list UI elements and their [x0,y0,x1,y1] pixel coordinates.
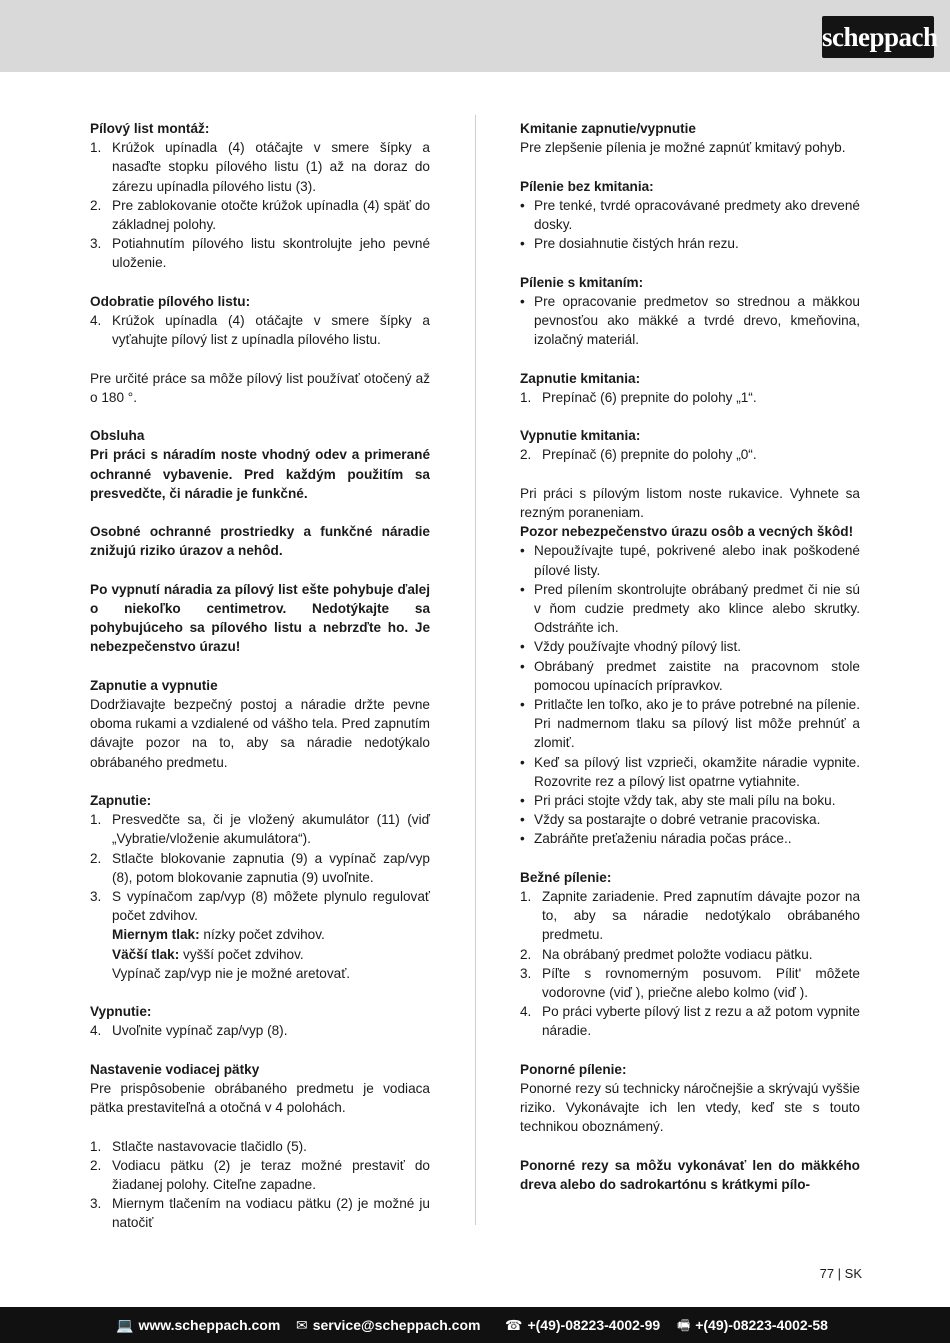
item-text: Vždy sa postarajte o dobré vetranie pracoviska. [534,812,821,828]
section-heading: Obsluha [90,428,145,444]
list-item [90,1156,430,1194]
list-item [520,445,860,464]
column-divider [475,115,476,1225]
item-text: Pre zablokovanie otočte krúžok upínadla (4) späť do základnej polohy. [112,197,430,233]
paragraph: Ponorné rezy sú technicky náročnejšie a skrývajú vyššie riziko. Vykonávajte ich len vtedy, keď ste s touto technikou oboznámený. [520,1081,860,1135]
item-text: Prepínač (6) prepnite do polohy „0“. [542,447,757,463]
item-text: Uvoľnite vypínač zap/vyp (8). [112,1023,288,1039]
list-item [520,695,860,753]
bullet-marker: • [520,197,525,213]
item-text: Vodiacu pätku (2) je teraz možné prestaviť do žiadanej polohy. Citeľne zapadne. [112,1157,430,1193]
item-number: 1. [90,140,102,156]
warning-text: Pri práci s náradím noste vhodný odev a primerané ochranné vybavenie. Pred každým použitím sa presvedčte, či náradie je funkčné. [90,447,430,501]
bullet-marker: • [520,658,525,674]
warning-text: Po vypnutí náradia za pílový list ešte pohybuje ďalej o niekoľko centimetrov. Nedotýkajte sa pohybujúceho sa pílového listu a nebrzďte ho. Je nebezpečenstvo úrazu! [90,581,430,655]
list-item [520,657,860,695]
section-heading: Bežné pílenie: [520,869,612,885]
list-item [90,887,430,983]
item-text: vyšší počet zdvihov. [179,946,304,962]
item-text: Prepínač (6) prepnite do polohy „1“. [542,389,757,405]
bullet-marker: • [520,639,525,655]
item-text: Pritlačte len toľko, ako je to práve potrebné na pílenie. Pri nadmernom tlaku sa pílový list môže prehnúť a zlomiť. [534,697,860,751]
item-number: 2. [520,946,532,962]
list-item [90,138,430,196]
item-text: S vypínačom zap/vyp (8) môžete plynulo regulovať počet zdvihov. [112,889,430,924]
item-text: Píľte s rovnomerným posuvom. Pílit' môžete vodorovne (viď ), priečne alebo kolmo (viď ). [542,965,860,1001]
item-text: Presvedčte sa, či je vložený akumulátor (11) (viď „Vybratie/vloženie akumulátora“). [112,812,430,847]
paragraph: Pri práci s pílovým listom noste rukavice. Vyhnete sa rezným poraneniam. [520,485,860,520]
bullet-marker: • [520,236,525,252]
item-text: Stlačte blokovanie zapnutia (9) a vypínač zap/vyp (8), potom blokovanie zapnutia (9) uvoľnite. [112,850,430,885]
envelope-icon: ✉ [296,1317,308,1333]
bullet-marker: • [520,793,525,809]
numbered-list [520,887,860,1041]
page-number: 77 | SK [819,1266,862,1281]
item-number: 2. [90,197,102,213]
item-text: Vždy používajte vhodný pílový list. [534,639,742,655]
section-heading: Pílenie s kmitaním: [520,274,644,290]
item-text: Pre tenké, tvrdé opracovávané predmety ako drevené dosky. [534,197,860,232]
paragraph: Pre určité práce sa môže pílový list používať otočený až o 180 °. [90,370,430,405]
phone-icon: ☎ [505,1317,523,1333]
item-number: 3. [90,889,102,905]
warning-text: Pozor nebezpečenstvo úrazu osôb a vecných škôd! [520,524,854,540]
list-item [520,810,860,829]
item-number: 2. [90,850,102,866]
list-item [520,292,860,350]
item-emphasis: Väčší tlak: [112,946,180,962]
item-text: nízky počet zdvihov. [199,927,325,943]
numbered-list [90,1137,430,1233]
section-heading: Zapnutie a vypnutie [90,677,218,693]
bullet-marker: • [520,543,525,559]
phone-number: +(49)-08223-4002-99 [527,1317,661,1333]
item-text: Zabráňte preťaženiu náradia počas práce.. [534,831,792,847]
bullet-marker: • [520,831,525,847]
list-item [520,829,860,848]
paragraph: Dodržiavajte bezpečný postoj a náradie držte pevne oboma rukami a vzdialené od vášho tela. Pred zapnutím dávajte pozor na to, aby sa náradie nedotýkalo obrábaného predmetu. [90,697,430,770]
item-text: Po práci vyberte pílový list z rezu a až potom vypnite náradie. [542,1004,860,1039]
item-text: Keď sa pílový list vzprieči, okamžite náradie vypnite. Rozovrite rez a pílový list opatrne vytiahnite. [534,754,860,789]
item-number: 2. [520,447,532,463]
list-item [90,1194,430,1232]
website-link[interactable]: www.scheppach.com [138,1317,281,1333]
list-item [520,964,860,1002]
list-item [90,849,430,887]
item-text: Obrábaný predmet zaistite na pracovnom stole pomocou upínacích prípravkov. [534,658,860,693]
right-column [520,119,860,1194]
list-item [90,311,430,349]
list-item [520,637,860,656]
item-text: Na obrábaný predmet položte vodiacu pätku. [542,946,813,962]
numbered-list [520,445,860,464]
item-text: Pre dosiahnutie čistých hrán rezu. [534,236,739,252]
bullet-list [520,196,860,254]
email-link[interactable]: service@scheppach.com [312,1317,481,1333]
item-text: Krúžok upínadla (4) otáčajte v smere šípky a vyťahujte pílový list z upínadla pílového listu. [112,313,430,348]
list-item [520,580,860,638]
section-heading: Pílenie bez kmitania: [520,178,654,194]
list-item [90,196,430,234]
item-text: Krúžok upínadla (4) otáčajte v smere šípky a nasaďte stopku pílového listu (1) až na doraz do zárezu upínadla pílového listu (3). [112,140,430,194]
item-number: 4. [90,1023,102,1039]
computer-icon: 💻 [116,1317,134,1333]
scheppach-logo: scheppach [822,16,934,58]
fax-number: +(49)-08223-4002-58 [695,1317,828,1333]
section-heading: Vypnutie kmitania: [520,428,641,444]
section-heading: Pílový list montáž: [90,121,210,136]
item-text: Potiahnutím pílového listu skontrolujte jeho pevné uloženie. [112,236,430,271]
item-text: Zapnite zariadenie. Pred zapnutím dávajte pozor na to, aby sa náradie nedotýkalo obrábaného predmetu. [542,889,860,943]
item-number: 1. [90,812,102,828]
list-item [520,791,860,810]
warning-text: Osobné ochranné prostriedky a funkčné náradie znižujú riziko úrazov a nehôd. [90,524,430,559]
footer-fax [677,1307,828,1343]
bullet-list [520,292,860,350]
item-number: 2. [90,1157,102,1173]
item-emphasis: Miernym tlak: [112,927,200,943]
section-heading: Vypnutie: [90,1004,152,1020]
section-heading: Nastavenie vodiacej pätky [90,1061,260,1077]
item-number: 3. [90,236,102,252]
bullet-marker: • [520,697,525,713]
list-item [520,887,860,945]
section-heading: Zapnutie: [90,793,152,808]
list-item [520,945,860,964]
left-column [90,119,430,1233]
item-text: Pre opracovanie predmetov so strednou a mäkkou pevnosťou ako mäkké a tvrdé drevo, kmeňovina, izolačný materiál. [534,293,860,348]
list-item [520,753,860,791]
numbered-list [90,1021,430,1040]
list-item [520,541,860,579]
item-number: 4. [520,1004,532,1020]
bullet-marker: • [520,581,525,597]
warning-text: Ponorné rezy sa môžu vykonávať len do mäkkého dreva alebo do sadrokartónu s krátkymi pílo- [520,1157,860,1193]
item-text: Nepoužívajte tupé, pokrivené alebo inak poškodené pílové listy. [534,543,860,578]
numbered-list [90,311,430,349]
item-text: Pred pílením skontrolujte obrábaný predmet či nie sú v ňom cudzie predmety ako klince alebo skrutky. Odstráňte ich. [534,581,860,636]
bullet-marker: • [520,293,525,309]
numbered-list [90,810,430,983]
item-text: Stlačte nastavovacie tlačidlo (5). [112,1138,307,1154]
section-heading: Ponorné pílenie: [520,1061,627,1077]
list-item [90,1137,430,1156]
list-item [520,234,860,253]
list-item [520,196,860,234]
item-number: 3. [90,1196,102,1212]
item-number: 1. [520,389,532,405]
list-item [90,1021,430,1040]
item-text: Vypínač zap/vyp nie je možné aretovať. [112,965,351,981]
header-band [0,0,950,72]
item-text: Miernym tlačením na vodiacu pätku (2) je možné ju natočiť [112,1196,430,1231]
footer-phone [505,1307,660,1343]
footer-web[interactable] [116,1307,280,1343]
footer-bar [0,1307,950,1343]
section-heading: Odobratie pílového listu: [90,293,251,309]
item-number: 1. [520,889,532,905]
footer-mail[interactable] [296,1307,480,1343]
bullet-marker: • [520,812,525,828]
section-heading: Kmitanie zapnutie/vypnutie [520,121,696,136]
bullet-marker: • [520,754,525,770]
list-item [520,1002,860,1040]
numbered-list [90,138,430,272]
list-item [90,810,430,848]
list-item [520,388,860,407]
bullet-list [520,541,860,848]
fax-icon: 🖷 [677,1317,691,1333]
item-number: 3. [520,965,532,981]
section-heading: Zapnutie kmitania: [520,370,641,386]
item-number: 1. [90,1138,102,1154]
item-number: 4. [90,313,102,329]
paragraph: Pre zlepšenie pílenia je možné zapnúť kmitavý pohyb. [520,140,846,156]
numbered-list [520,388,860,407]
list-item [90,234,430,272]
paragraph: Pre prispôsobenie obrábaného predmetu je vodiaca pätka prestaviteľná a otočná v 4 polohách. [90,1081,430,1116]
item-text: Pri práci stojte vždy tak, aby ste mali pílu na boku. [534,793,836,809]
